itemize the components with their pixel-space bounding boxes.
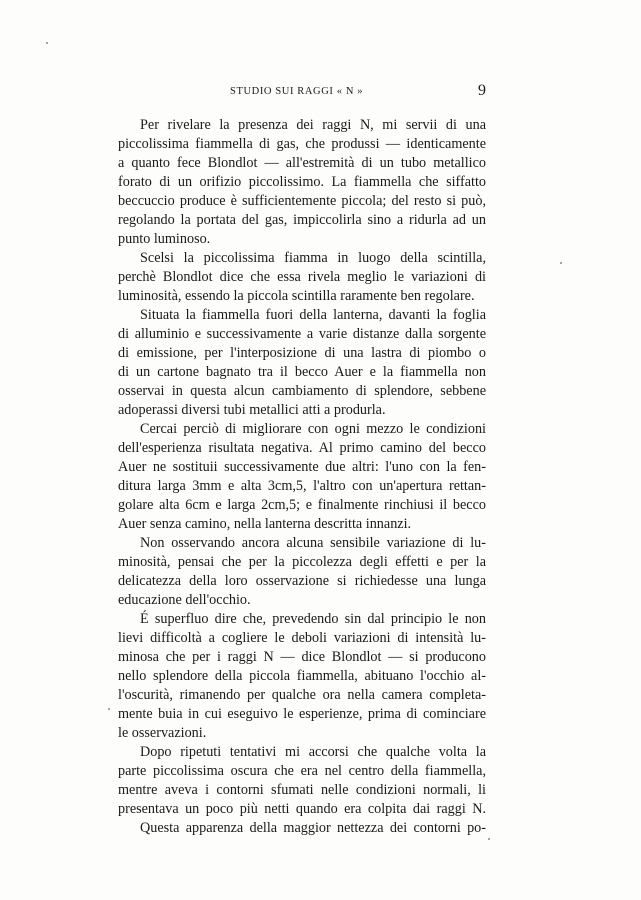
text-line: Cercai perciò di migliorare con ogni mezzo le condizioni [140, 421, 486, 437]
body-text [118, 116, 486, 838]
text-line: Questa apparenza della maggior nettezza dei contorni po- [140, 820, 486, 836]
text-line: luminosità, essendo la piccola scintilla raramente ben regolare. [118, 288, 475, 304]
text-line: l'oscurità, rimanendo per qualche ora nella camera completa- [118, 687, 486, 703]
text-line: di alluminio e successivamente a varie distanze dalla sorgente [118, 326, 486, 342]
text-line: di un cartone bagnato tra il becco Auer e la fiammella non [118, 364, 486, 380]
text-line: punto luminoso. [118, 231, 211, 247]
text-line: delicatezza della loro osservazione si richiedesse una lunga [118, 573, 486, 589]
text-line: minosa che per i raggi N — dice Blondlot — si producono [118, 649, 486, 665]
paper-speck [46, 42, 48, 44]
text-line: Auer senza camino, nella lanterna descritta innanzi. [118, 516, 412, 532]
text-line: Dopo ripetuti tentativi mi accorsi che qualche volta la [140, 744, 486, 760]
text-line: golare alta 6cm e larga 2cm,5; e finalmente rinchiusi il becco [118, 497, 486, 513]
text-line: mente buia in cui eseguivo le esperienze, prima di cominciare [118, 706, 486, 722]
page-number: 9 [478, 82, 486, 99]
text-line: beccuccio produce è sufficientemente piccola; del resto si può, [118, 193, 486, 209]
text-line: mentre aveva i contorni sfumati nelle condizioni normali, li [118, 782, 486, 798]
text-line: Situata la fiammella fuori della lanterna, davanti la foglia [140, 307, 486, 323]
text-line: di emissione, per l'interposizione di una lastra di piombo o [118, 345, 486, 361]
text-line: regolando la portata del gas, impiccolirla sino a ridurla ad un [118, 212, 486, 228]
text-line: presentava un poco più netti quando era colpita dai raggi N. [118, 801, 486, 817]
text-line: Non osservando ancora alcuna sensibile variazione di lu- [140, 535, 486, 551]
text-line: le osservazioni. [118, 725, 207, 741]
text-line: nello splendore della piccola fiammella, abituano l'occhio al- [118, 668, 486, 684]
paper-speck [560, 262, 562, 264]
text-line: ditura larga 3mm e alta 3cm,5, l'altro con un'apertura rettan- [118, 478, 486, 494]
text-line: osservai in questa alcun cambiamento di splendore, sebbene [118, 383, 486, 399]
text-line: dell'esperienza risultata negativa. Al primo camino del becco [118, 440, 486, 456]
text-line: educazione dell'occhio. [118, 592, 251, 608]
paper-speck [488, 838, 490, 840]
paper-speck [108, 708, 110, 710]
text-line: Per rivelare la presenza dei raggi N, mi servii di una [140, 117, 486, 133]
text-line: lievi difficoltà a cogliere le deboli variazioni di intensità lu- [118, 630, 486, 646]
text-line: Auer ne sostituii successivamente due altri: l'uno con la fen- [118, 459, 486, 475]
text-line: parte piccolissima oscura che era nel centro della fiammella, [118, 763, 486, 779]
text-line: forato di un orifizio piccolissimo. La fiammella che siffatto [118, 174, 486, 190]
running-head [118, 84, 486, 102]
text-line: Scelsi la piccolissima fiamma in luogo della scintilla, [140, 250, 486, 266]
text-line: É superfluo dire che, prevedendo sin dal principio le non [140, 611, 486, 627]
text-line: adoperassi diversi tubi metallici atti a produrla. [118, 402, 386, 418]
text-line: perchè Blondlot dice che essa rivela meglio le variazioni di [118, 269, 486, 285]
text-line: piccolissima fiammella di gas, che produssi — identicamente [118, 136, 486, 152]
text-line: a quanto fece Blondlot — all'estremità di un tubo metallico [118, 155, 486, 171]
text-line: minosità, pensai che per la piccolezza degli effetti e per la [118, 554, 486, 570]
running-title: STUDIO SUI RAGGI « N » [230, 86, 364, 97]
